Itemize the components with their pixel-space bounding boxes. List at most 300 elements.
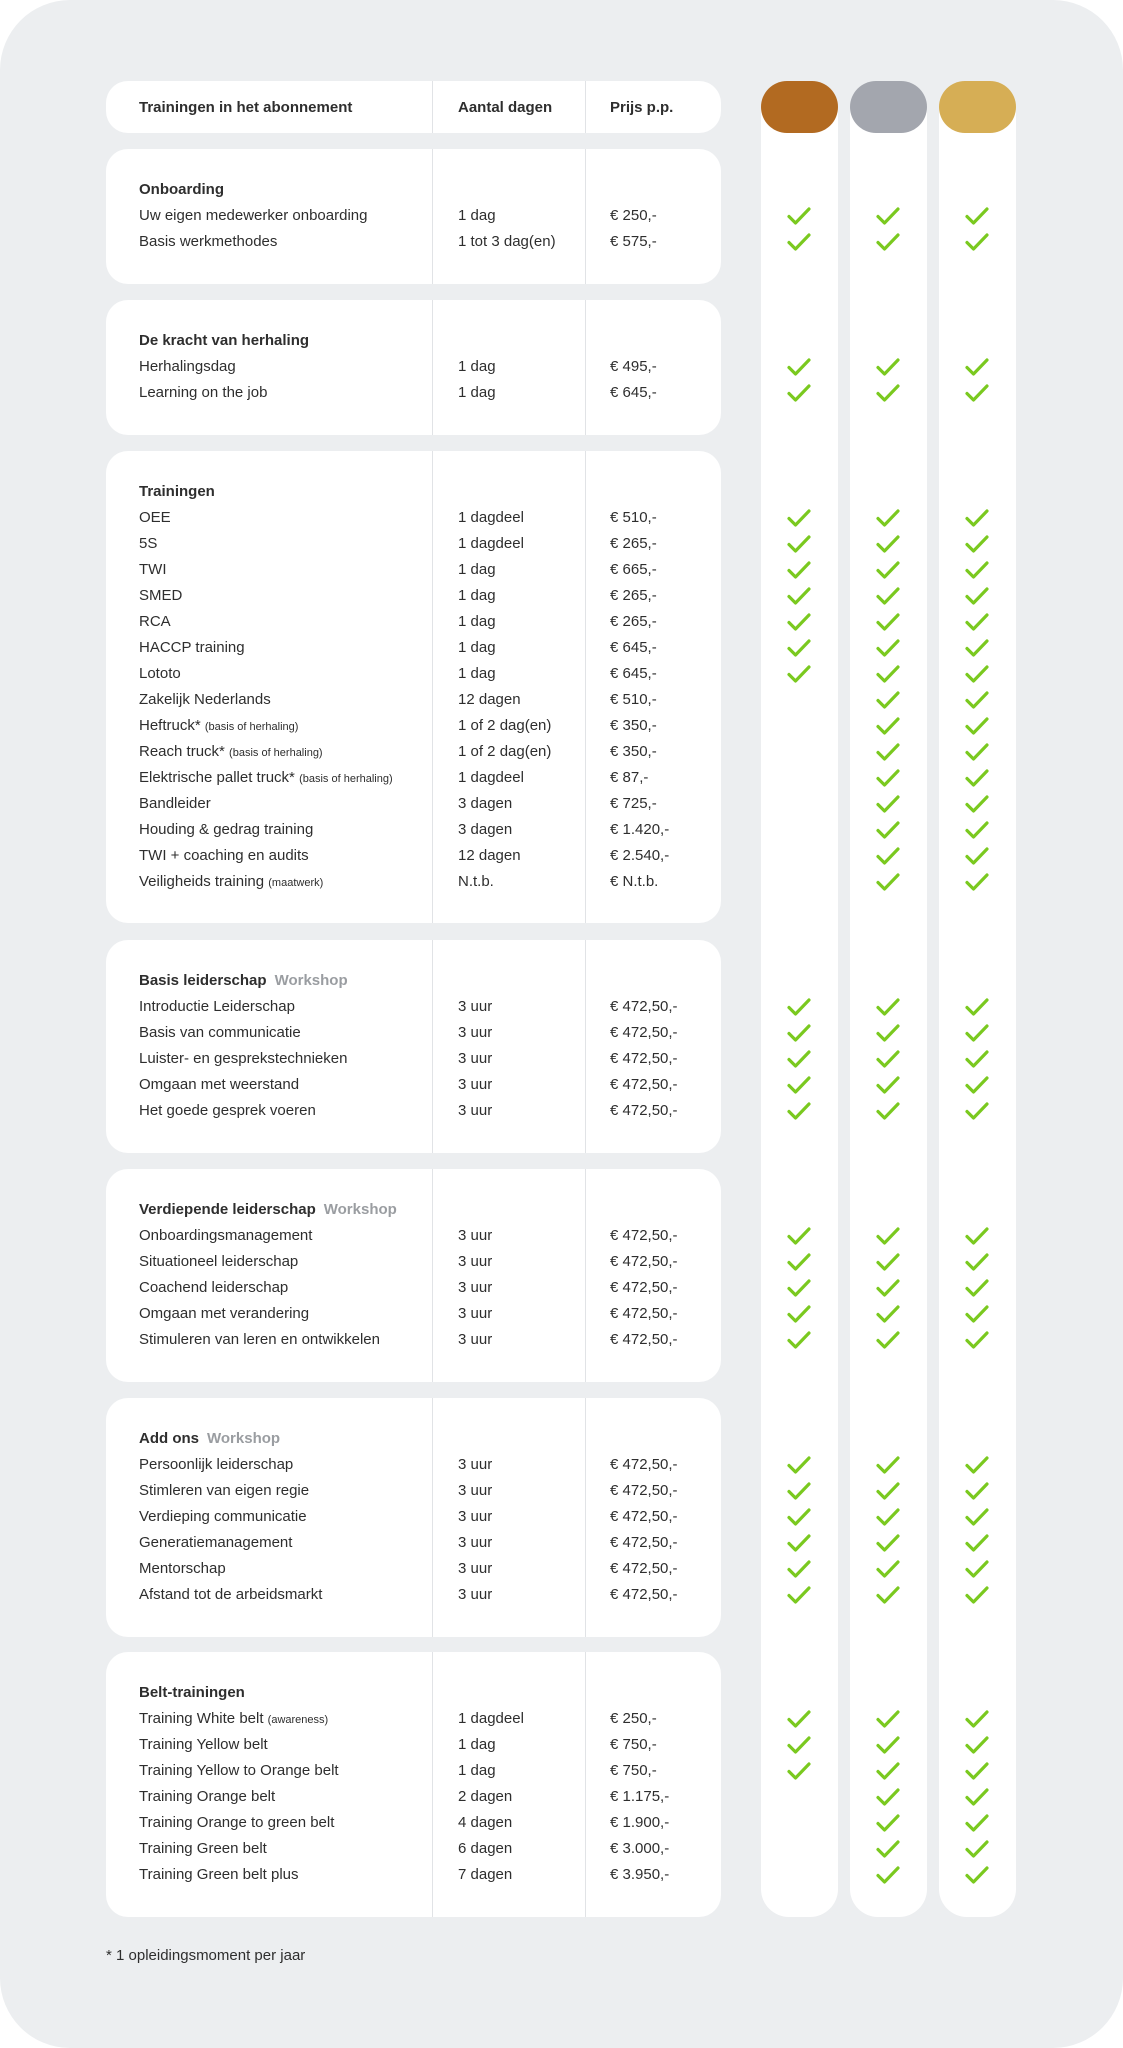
- training-name-text: Mentorschap: [139, 1560, 226, 1577]
- training-price: € 472,50,-: [610, 1024, 678, 1041]
- check-icon: [876, 383, 900, 403]
- table-row: [106, 687, 721, 713]
- training-price: € 1.420,-: [610, 821, 670, 838]
- check-icon: [787, 1709, 811, 1729]
- training-price: € 1.175,-: [610, 1788, 670, 1805]
- training-days: 3 uur: [458, 1227, 493, 1244]
- table-row: [106, 505, 721, 531]
- table-row: [106, 635, 721, 661]
- table-row: [106, 817, 721, 843]
- training-days: 3 uur: [458, 1024, 493, 1041]
- training-name-text: OEE: [139, 509, 171, 526]
- check-icon: [876, 690, 900, 710]
- check-icon: [965, 1709, 989, 1729]
- training-name-text: Training Orange to green belt: [139, 1814, 335, 1831]
- training-price: € 2.540,-: [610, 847, 670, 864]
- training-name: [139, 994, 295, 1020]
- training-name-text: Reach truck*: [139, 743, 225, 760]
- training-name: [139, 380, 267, 406]
- training-name: [139, 1327, 380, 1353]
- training-name-text: Bandleider: [139, 795, 211, 812]
- training-days: 3 uur: [458, 1331, 493, 1348]
- section-title-text: Add ons: [139, 1430, 199, 1447]
- check-icon: [876, 1049, 900, 1069]
- table-row: [106, 1223, 721, 1249]
- training-days: 1 of 2 dag(en): [458, 717, 552, 734]
- training-name: [139, 1530, 292, 1556]
- check-icon: [787, 1559, 811, 1579]
- check-icon: [965, 1304, 989, 1324]
- training-name-text: Luister- en gesprekstechnieken: [139, 1050, 348, 1067]
- training-name-text: 5S: [139, 535, 158, 552]
- check-icon: [876, 1813, 900, 1833]
- training-price: € 472,50,-: [610, 1102, 678, 1119]
- training-days: 1 dag: [458, 207, 496, 224]
- training-price: € 265,-: [610, 587, 657, 604]
- check-icon: [876, 612, 900, 632]
- check-icon: [787, 638, 811, 658]
- training-name-text: Training Yellow to Orange belt: [139, 1762, 339, 1779]
- table-row: [106, 765, 721, 791]
- header-trainingen: Trainingen in het abonnement: [139, 99, 353, 116]
- check-icon: [965, 794, 989, 814]
- check-icon: [876, 1101, 900, 1121]
- table-row: [106, 1504, 721, 1530]
- check-icon: [876, 1330, 900, 1350]
- training-days: 12 dagen: [458, 847, 521, 864]
- check-icon: [787, 1252, 811, 1272]
- training-name: [139, 713, 298, 740]
- check-icon: [876, 206, 900, 226]
- training-days: 1 dagdeel: [458, 535, 524, 552]
- check-icon: [965, 1787, 989, 1807]
- training-price: € 472,50,-: [610, 1560, 678, 1577]
- training-name-text: Introductie Leiderschap: [139, 998, 295, 1015]
- check-icon: [876, 1481, 900, 1501]
- training-days: 3 uur: [458, 1456, 493, 1473]
- table-row: [106, 557, 721, 583]
- check-icon: [965, 1023, 989, 1043]
- table-row: [106, 739, 721, 765]
- check-icon: [876, 1559, 900, 1579]
- training-price: € 3.000,-: [610, 1840, 670, 1857]
- training-price: € 472,50,-: [610, 1456, 678, 1473]
- training-name-text: Houding & gedrag training: [139, 821, 314, 838]
- training-name: [139, 1301, 309, 1327]
- training-name: [139, 791, 211, 817]
- training-name-text: Training Yellow belt: [139, 1736, 268, 1753]
- check-icon: [787, 1278, 811, 1298]
- check-icon: [965, 1049, 989, 1069]
- check-icon: [965, 534, 989, 554]
- training-days: 3 uur: [458, 1560, 493, 1577]
- section-title: [139, 1680, 245, 1706]
- training-name: [139, 1810, 334, 1836]
- section-title-text: Belt-trainingen: [139, 1684, 245, 1701]
- tier-header-pill[interactable]: [850, 81, 927, 133]
- training-name-text: Basis werkmethodes: [139, 233, 278, 250]
- training-name-text: Elektrische pallet truck*: [139, 769, 295, 786]
- training-name-text: Training Orange belt: [139, 1788, 276, 1805]
- training-name-text: Verdieping communicatie: [139, 1508, 307, 1525]
- training-name: [139, 1275, 288, 1301]
- table-row: [106, 1478, 721, 1504]
- training-name: [139, 1706, 328, 1733]
- training-days: 1 dag: [458, 384, 496, 401]
- header-divider: [432, 81, 433, 133]
- section-card: [106, 1652, 721, 1917]
- training-days: 3 dagen: [458, 821, 513, 838]
- training-days: 6 dagen: [458, 1840, 513, 1857]
- training-price: € 750,-: [610, 1762, 657, 1779]
- training-price: € 472,50,-: [610, 1305, 678, 1322]
- training-name: [139, 1046, 347, 1072]
- check-icon: [965, 1278, 989, 1298]
- training-name-text: Omgaan met verandering: [139, 1305, 310, 1322]
- training-name: [139, 1556, 226, 1582]
- tier-header-pill[interactable]: [939, 81, 1016, 133]
- training-price: € 265,-: [610, 535, 657, 552]
- table-row: [106, 531, 721, 557]
- training-days: 3 uur: [458, 1482, 493, 1499]
- training-name-text: Afstand tot de arbeidsmarkt: [139, 1586, 323, 1603]
- training-price: € 265,-: [610, 613, 657, 630]
- table-row: [106, 1582, 721, 1608]
- check-icon: [965, 508, 989, 528]
- training-days: 1 dag: [458, 1736, 496, 1753]
- check-icon: [787, 1585, 811, 1605]
- training-name: [139, 609, 171, 635]
- training-note: (basis of herhaling): [229, 747, 323, 759]
- check-icon: [787, 1735, 811, 1755]
- training-price: € 510,-: [610, 691, 657, 708]
- check-icon: [876, 1023, 900, 1043]
- check-icon: [965, 638, 989, 658]
- table-row: [106, 1072, 721, 1098]
- check-icon: [965, 1761, 989, 1781]
- training-name-text: Lototo: [139, 665, 181, 682]
- check-icon: [965, 872, 989, 892]
- training-name-text: Herhalingsdag: [139, 358, 236, 375]
- table-row: [106, 869, 721, 895]
- check-icon: [787, 1049, 811, 1069]
- check-icon: [876, 1839, 900, 1859]
- training-days: 1 dag: [458, 613, 496, 630]
- training-name: [139, 765, 393, 792]
- check-icon: [965, 1455, 989, 1475]
- training-name: [139, 354, 236, 380]
- training-price: € 645,-: [610, 384, 657, 401]
- check-icon: [876, 508, 900, 528]
- training-days: 4 dagen: [458, 1814, 513, 1831]
- check-icon: [876, 1507, 900, 1527]
- check-icon: [787, 1023, 811, 1043]
- check-icon: [965, 1507, 989, 1527]
- table-row: [106, 354, 721, 380]
- training-days: 1 dag: [458, 587, 496, 604]
- header-prijs: Prijs p.p.: [610, 99, 674, 116]
- training-days: 2 dagen: [458, 1788, 513, 1805]
- table-header: [106, 81, 721, 133]
- training-name: [139, 1098, 316, 1124]
- training-name-text: TWI: [139, 561, 167, 578]
- header-divider: [585, 81, 586, 133]
- section-title-text: Verdiepende leiderschap: [139, 1201, 316, 1218]
- table-row: [106, 1784, 721, 1810]
- table-row: [106, 1301, 721, 1327]
- training-price: € N.t.b.: [610, 873, 659, 890]
- table-row: [106, 1098, 721, 1124]
- section-title: [139, 328, 309, 354]
- check-icon: [965, 206, 989, 226]
- training-name: [139, 557, 167, 583]
- training-name: [139, 229, 277, 255]
- check-icon: [965, 1735, 989, 1755]
- check-icon: [787, 534, 811, 554]
- check-icon: [965, 1252, 989, 1272]
- training-name: [139, 661, 181, 687]
- workshop-tag: Workshop: [274, 972, 348, 989]
- check-icon: [787, 1455, 811, 1475]
- training-price: € 472,50,-: [610, 1279, 678, 1296]
- table-row: [106, 1732, 721, 1758]
- training-name-text: Learning on the job: [139, 384, 268, 401]
- tier-header-pill[interactable]: [761, 81, 838, 133]
- training-name-text: Training White belt: [139, 1710, 264, 1727]
- training-days: 7 dagen: [458, 1866, 513, 1883]
- training-note: (awareness): [267, 1714, 329, 1726]
- check-icon: [965, 1101, 989, 1121]
- training-days: 3 uur: [458, 1102, 493, 1119]
- check-icon: [965, 1585, 989, 1605]
- check-icon: [965, 1481, 989, 1501]
- training-days: 3 uur: [458, 1253, 493, 1270]
- table-row: [106, 583, 721, 609]
- training-name: [139, 739, 323, 766]
- check-icon: [876, 357, 900, 377]
- training-name: [139, 583, 182, 609]
- section-title: [139, 177, 224, 203]
- training-price: € 350,-: [610, 743, 657, 760]
- training-name-text: Situationeel leiderschap: [139, 1253, 299, 1270]
- check-icon: [876, 1278, 900, 1298]
- training-price: € 495,-: [610, 358, 657, 375]
- training-note: (maatwerk): [268, 877, 324, 889]
- check-icon: [965, 1559, 989, 1579]
- table-row: [106, 229, 721, 255]
- check-icon: [876, 846, 900, 866]
- training-name: [139, 1758, 339, 1784]
- section-title-text: De kracht van herhaling: [139, 332, 310, 349]
- check-icon: [787, 560, 811, 580]
- training-name-text: Stimleren van eigen regie: [139, 1482, 310, 1499]
- training-price: € 250,-: [610, 207, 657, 224]
- training-name: [139, 817, 313, 843]
- check-icon: [787, 1101, 811, 1121]
- training-name: [139, 1784, 275, 1810]
- table-row: [106, 994, 721, 1020]
- check-icon: [787, 1507, 811, 1527]
- table-row: [106, 1556, 721, 1582]
- check-icon: [876, 664, 900, 684]
- training-name: [139, 1249, 298, 1275]
- check-icon: [876, 872, 900, 892]
- check-icon: [876, 997, 900, 1017]
- section-title: [139, 968, 348, 994]
- training-days: 3 uur: [458, 1305, 493, 1322]
- training-price: € 575,-: [610, 233, 657, 250]
- training-days: 1 dagdeel: [458, 769, 524, 786]
- training-name-text: Onboardingsmanagement: [139, 1227, 313, 1244]
- check-icon: [876, 586, 900, 606]
- check-icon: [787, 383, 811, 403]
- section-card: [106, 451, 721, 923]
- training-name-text: Veiligheids training: [139, 873, 265, 890]
- workshop-tag: Workshop: [323, 1201, 397, 1218]
- check-icon: [876, 794, 900, 814]
- check-icon: [876, 1455, 900, 1475]
- check-icon: [787, 232, 811, 252]
- table-row: [106, 380, 721, 406]
- check-icon: [787, 1330, 811, 1350]
- section-card: [106, 1169, 721, 1382]
- training-days: 1 dag: [458, 639, 496, 656]
- table-row: [106, 1327, 721, 1353]
- training-price: € 1.900,-: [610, 1814, 670, 1831]
- training-days: 3 uur: [458, 998, 493, 1015]
- check-icon: [876, 716, 900, 736]
- check-icon: [787, 1226, 811, 1246]
- check-icon: [876, 742, 900, 762]
- check-icon: [876, 1709, 900, 1729]
- training-price: € 725,-: [610, 795, 657, 812]
- training-price: € 472,50,-: [610, 1534, 678, 1551]
- training-days: 1 dag: [458, 561, 496, 578]
- check-icon: [876, 1865, 900, 1885]
- check-icon: [876, 820, 900, 840]
- training-price: € 750,-: [610, 1736, 657, 1753]
- training-price: € 87,-: [610, 769, 649, 786]
- section-title: [139, 479, 215, 505]
- training-name-text: Stimuleren van leren en ontwikkelen: [139, 1331, 380, 1348]
- training-name-text: Omgaan met weerstand: [139, 1076, 300, 1093]
- section-card: [106, 1398, 721, 1637]
- check-icon: [787, 1533, 811, 1553]
- check-icon: [787, 1761, 811, 1781]
- check-icon: [876, 638, 900, 658]
- training-name: [139, 1504, 307, 1530]
- training-days: 1 tot 3 dag(en): [458, 233, 556, 250]
- training-price: € 472,50,-: [610, 1076, 678, 1093]
- training-name: [139, 1862, 299, 1888]
- training-days: 3 uur: [458, 1534, 493, 1551]
- training-name: [139, 203, 367, 229]
- check-icon: [965, 997, 989, 1017]
- table-row: [106, 1275, 721, 1301]
- check-icon: [876, 232, 900, 252]
- check-icon: [965, 232, 989, 252]
- table-row: [106, 1046, 721, 1072]
- training-name: [139, 505, 171, 531]
- table-row: [106, 609, 721, 635]
- training-name: [139, 1020, 301, 1046]
- check-icon: [787, 357, 811, 377]
- training-days: 3 uur: [458, 1586, 493, 1603]
- check-icon: [965, 1075, 989, 1095]
- check-icon: [876, 1226, 900, 1246]
- check-icon: [787, 1481, 811, 1501]
- check-icon: [965, 1865, 989, 1885]
- check-icon: [787, 586, 811, 606]
- training-name-text: Basis van communicatie: [139, 1024, 301, 1041]
- table-row: [106, 1249, 721, 1275]
- training-name: [139, 1836, 267, 1862]
- training-days: 1 dag: [458, 1762, 496, 1779]
- training-name: [139, 1582, 322, 1608]
- training-price: € 645,-: [610, 665, 657, 682]
- check-icon: [965, 1330, 989, 1350]
- section-card: [106, 149, 721, 284]
- check-icon: [965, 742, 989, 762]
- training-name: [139, 1478, 309, 1504]
- table-row: [106, 1706, 721, 1732]
- check-icon: [965, 1226, 989, 1246]
- table-row: [106, 713, 721, 739]
- table-row: [106, 843, 721, 869]
- training-days: 3 dagen: [458, 795, 513, 812]
- training-price: € 665,-: [610, 561, 657, 578]
- training-days: 1 dagdeel: [458, 1710, 524, 1727]
- check-icon: [965, 1533, 989, 1553]
- check-icon: [787, 508, 811, 528]
- training-name: [139, 531, 157, 557]
- table-row: [106, 1020, 721, 1046]
- section-card: [106, 300, 721, 435]
- training-name: [139, 1072, 299, 1098]
- training-days: 3 uur: [458, 1508, 493, 1525]
- training-name-text: Persoonlijk leiderschap: [139, 1456, 294, 1473]
- training-name-text: Uw eigen medewerker onboarding: [139, 207, 368, 224]
- training-price: € 350,-: [610, 717, 657, 734]
- table-row: [106, 203, 721, 229]
- check-icon: [876, 1761, 900, 1781]
- training-note: (basis of herhaling): [204, 721, 299, 733]
- workshop-tag: Workshop: [207, 1430, 281, 1447]
- training-price: € 250,-: [610, 1710, 657, 1727]
- check-icon: [965, 820, 989, 840]
- training-days: 1 dag: [458, 358, 496, 375]
- check-icon: [787, 664, 811, 684]
- check-icon: [965, 664, 989, 684]
- training-days: 1 of 2 dag(en): [458, 743, 552, 760]
- training-price: € 472,50,-: [610, 1331, 678, 1348]
- check-icon: [965, 383, 989, 403]
- training-days: 3 uur: [458, 1076, 493, 1093]
- section-title: [139, 1426, 280, 1452]
- check-icon: [876, 560, 900, 580]
- section-card: [106, 940, 721, 1153]
- check-icon: [965, 612, 989, 632]
- check-icon: [787, 206, 811, 226]
- check-icon: [965, 716, 989, 736]
- check-icon: [965, 1813, 989, 1833]
- check-icon: [965, 846, 989, 866]
- training-days: 1 dag: [458, 665, 496, 682]
- table-row: [106, 1810, 721, 1836]
- footnote: * 1 opleidingsmoment per jaar: [106, 1947, 306, 1964]
- check-icon: [876, 1585, 900, 1605]
- section-title-text: Onboarding: [139, 181, 224, 198]
